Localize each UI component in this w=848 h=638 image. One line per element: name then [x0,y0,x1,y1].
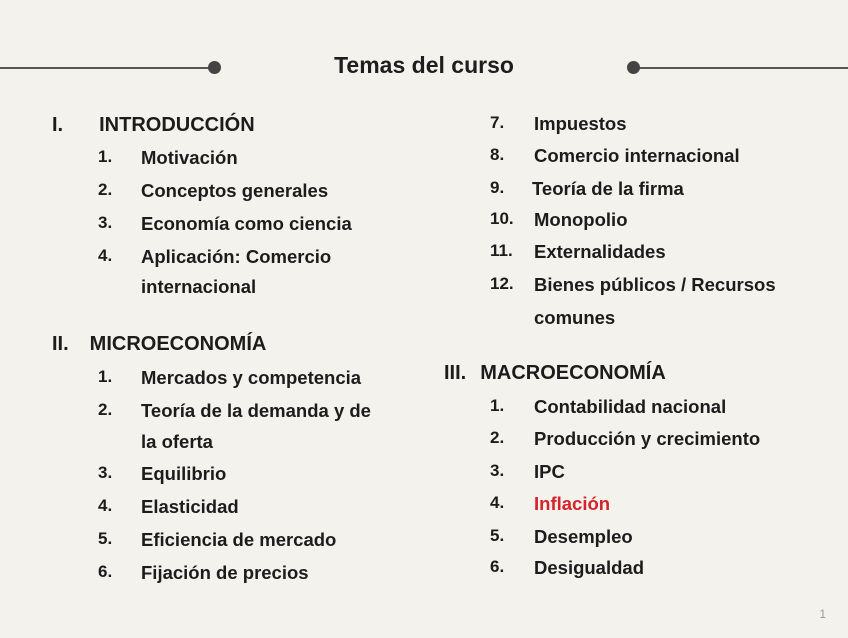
item-number: 7. [490,113,505,132]
item-text: Inflación [534,493,611,514]
list-item-continuation: la oferta [141,431,213,452]
item-text: Eficiencia de mercado [141,529,337,550]
item-number: 10. [490,209,514,228]
item-number: 12. [490,274,514,293]
item-text: Contabilidad nacional [534,396,727,417]
item-text: Motivación [141,147,238,168]
item-number: 1. [98,147,113,166]
item-number: 3. [98,213,113,232]
item-text: Desigualdad [534,557,644,578]
section-numeral: I. [52,114,64,136]
section-macro-heading [444,362,666,385]
item-number: 1. [490,396,505,415]
item-text: Bienes públicos / Recursos [534,274,776,295]
section-numeral: II. [52,333,69,355]
item-text: Aplicación: Comercio [141,246,332,267]
item-text: Teoría de la firma [532,178,684,199]
section-intro-heading [52,114,255,137]
item-number: 6. [490,557,505,576]
section-numeral: III. [444,362,467,384]
slide-title: Temas del curso [334,52,514,78]
section-title: MICROECONOMÍA [89,333,267,355]
item-number: 4. [490,493,505,512]
item-text: Teoría de la demanda y de [141,400,371,421]
list-item-continuation: internacional [141,276,257,297]
item-text: Mercados y competencia [141,367,362,388]
page-number: 1 [819,607,826,621]
section-micro-heading [52,333,266,356]
item-text: Producción y crecimiento [534,428,761,449]
item-number: 2. [490,428,505,447]
item-text: Fijación de precios [141,562,309,583]
item-number: 5. [98,529,113,548]
item-number: 6. [98,562,113,581]
item-text: Conceptos generales [141,180,329,201]
item-number: 2. [98,400,113,419]
item-text: Comercio internacional [534,145,740,166]
item-number: 5. [490,526,505,545]
item-number: 3. [490,461,505,480]
item-text: Elasticidad [141,496,239,517]
item-number: 3. [98,463,113,482]
section-title: MACROECONOMÍA [480,362,666,384]
item-text: IPC [534,461,565,482]
item-number: 11. [490,241,513,260]
item-text: Monopolio [534,209,628,230]
item-text: Economía como ciencia [141,213,352,234]
item-number: 4. [98,496,113,515]
item-number: 8. [490,145,505,164]
item-text: Equilibrio [141,463,227,484]
item-number: 4. [98,246,113,265]
list-item-continuation: comunes [534,307,616,328]
section-title: INTRODUCCIÓN [99,114,255,136]
item-text: Externalidades [534,241,666,262]
item-text: Desempleo [534,526,633,547]
item-text: Impuestos [534,113,627,134]
item-number: 2. [98,180,113,199]
item-number: 9. [490,178,505,197]
item-number: 1. [98,367,113,386]
